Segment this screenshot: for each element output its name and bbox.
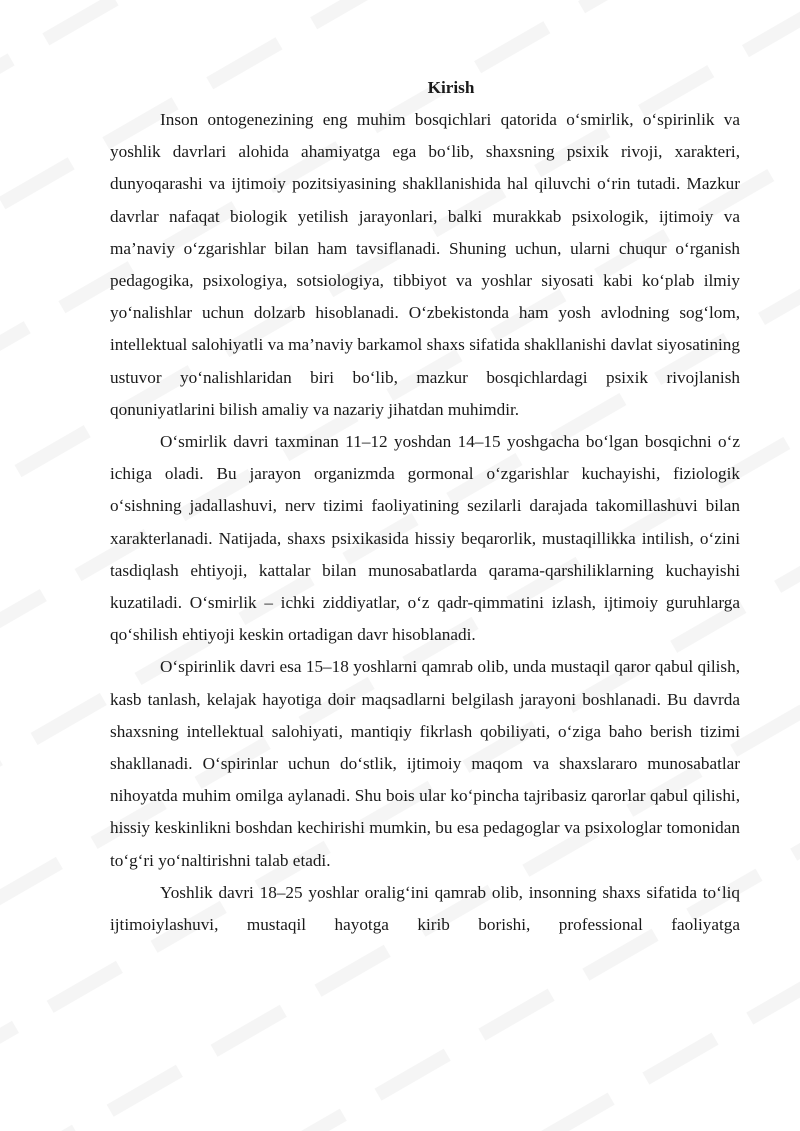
section-title: Kirish <box>427 78 475 97</box>
document-body <box>110 72 740 941</box>
paragraph-youth-18-25: Yoshlik davri 18–25 yoshlar oralig‘ini qamrab olib, insonning shaxs sifatida to‘liq ijtimoiylashuvi, mustaqil hayotga kirib borishi, professional faoliyatga <box>110 882 740 935</box>
paragraph-adolescence: O‘smirlik davri taxminan 11–12 yoshdan 14–15 yoshgacha bo‘lgan bosqichni o‘z ichiga oladi. Bu jarayon organizmda gormonal o‘zgarishlar kuchayishi, fiziologik o‘sishning jadallashuvi, nerv tizimi faoliyatining sezilarli darajada takomillashuvi bilan xarakterlanadi. Natijada, shaxs psixikasida hissiy beqarorlik, mustaqillikka intilish, o‘zini tasdiqlash ehtiyoji, kattalar bilan munosabatlarda qarama-qarshiliklarning kuchayishi kuzatiladi. O‘smirlik – ichki ziddiyatlar, o‘z qadr-qimmatini izlash, ijtimoiy guruhlarga qo‘shilish ehtiyoji keskin ortadigan davr hisoblanadi. <box>110 432 740 645</box>
paragraph-introduction: Inson ontogenezining eng muhim bosqichlari qatorida o‘smirlik, o‘spirinlik va yoshlik davrlari alohida ahamiyatga ega bo‘lib, shaxsning psixik rivoji, xarakteri, dunyoqarashi va ijtimoiy pozitsiyasining shakllanishida hal qiluvchi o‘rin tutadi. Mazkur davrlar nafaqat biologik yetilish jarayonlari, balki murakkab psixologik, ijtimoiy va ma’naviy o‘zgarishlar bilan ham tavsiflanadi. Shuning uchun, ularni chuqur o‘rganish pedagogika, psixologiya, sotsiologiya, tibbiyot va yoshlar siyosati kabi ko‘plab ilmiy yo‘nalishlar uchun dolzarb hisoblanadi. O‘zbekistonda ham yosh avlodning sog‘lom, intellektual salohiyatli va ma’naviy barkamol shaxs sifatida shakllanishi davlat siyosatining ustuvor yo‘nalishlaridan biri bo‘lib, mazkur bosqichlardagi psixik rivojlanish qonuniyatlarini bilish amaliy va nazariy jihatdan muhimdir. <box>110 110 740 419</box>
paragraph-youth-15-18: O‘spirinlik davri esa 15–18 yoshlarni qamrab olib, unda mustaqil qaror qabul qilish, kasb tanlash, kelajak hayotiga doir maqsadlarni belgilash jarayoni boshlanadi. Bu davrda shaxsning intellektual salohiyati, mantiqiy fikrlash qobiliyati, o‘ziga baho berish tizimi shakllanadi. O‘spirinlar uchun do‘stlik, ijtimoiy maqom va shaxslararo munosabatlar nihoyatda muhim omilga aylanadi. Shu bois ular ko‘pincha tajribasiz qarorlar qabul qilishi, hissiy keskinlikni boshdan kechirishi mumkin, bu esa pedagoglar va psixologlar tomonidan to‘g‘ri yo‘naltirishni talab etadi. <box>110 657 740 870</box>
